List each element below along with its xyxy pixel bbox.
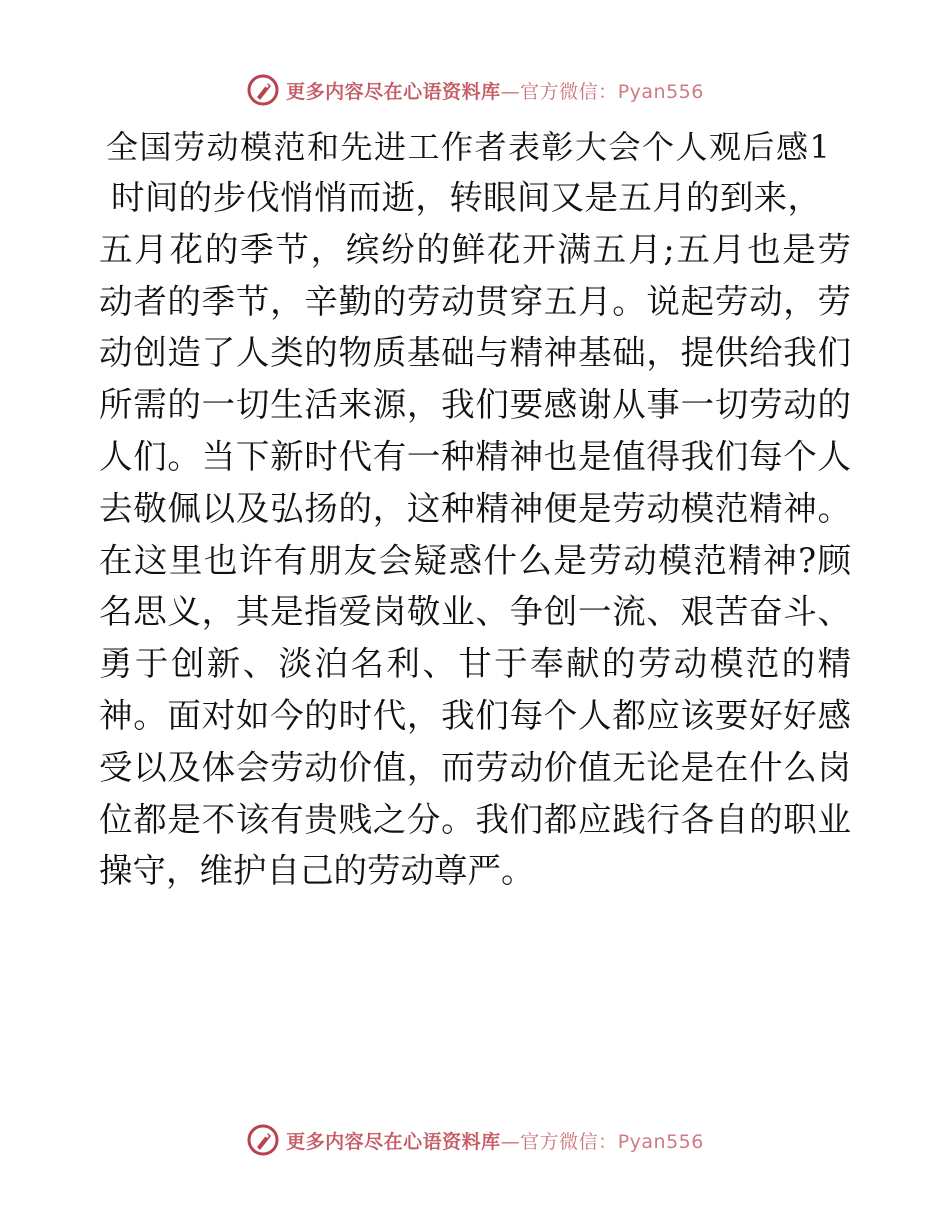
body-line: 名思义，其是指爱岗敬业、争创一流、艰苦奋斗、 bbox=[99, 592, 851, 632]
body-line: 神。面对如今的时代，我们每个人都应该要好好感 bbox=[99, 695, 851, 735]
body-line: 受以及体会劳动价值，而劳动价值无论是在什么岗 bbox=[99, 747, 851, 787]
footer-separator: — bbox=[500, 1130, 521, 1153]
body-line: 在这里也许有朋友会疑惑什么是劳动模范精神?顾 bbox=[99, 540, 851, 580]
header-site-text: 更多内容尽在心语资料库 bbox=[286, 80, 501, 103]
body-line: 时间的步伐悄悄而逝，转眼间又是五月的到来， bbox=[111, 178, 821, 217]
pen-nib-logo-icon bbox=[246, 73, 280, 107]
document-title: 全国劳动模范和先进工作者表彰大会个人观后感1 bbox=[106, 128, 832, 166]
footer-site-text: 更多内容尽在心语资料库 bbox=[286, 1130, 501, 1153]
header-wechat-handle: Pyan556 bbox=[617, 80, 704, 103]
pen-nib-logo-icon bbox=[246, 1123, 280, 1157]
footer-wechat-label: 官方微信： bbox=[520, 1130, 618, 1153]
body-line: 位都是不该有贵贱之分。我们都应践行各自的职业 bbox=[99, 799, 851, 839]
header-separator: — bbox=[500, 80, 521, 103]
footer-wechat-handle: Pyan556 bbox=[617, 1130, 704, 1153]
header-banner-text bbox=[286, 77, 704, 104]
body-line: 勇于创新、淡泊名利、甘于奉献的劳动模范的精 bbox=[99, 644, 851, 684]
header-wechat-label: 官方微信： bbox=[520, 80, 618, 103]
body-line: 动者的季节，辛勤的劳动贯穿五月。说起劳动，劳 bbox=[99, 281, 851, 321]
body-line: 五月花的季节，缤纷的鲜花开满五月;五月也是劳 bbox=[99, 229, 851, 269]
body-line: 所需的一切生活来源，我们要感谢从事一切劳动的 bbox=[99, 385, 851, 425]
footer-banner-text bbox=[286, 1127, 704, 1154]
body-line: 去敬佩以及弘扬的，这种精神便是劳动模范精神。 bbox=[99, 488, 851, 528]
document-body bbox=[99, 172, 851, 897]
footer-banner bbox=[0, 1120, 950, 1160]
body-line: 操守，维护自己的劳动尊严。 bbox=[99, 851, 535, 891]
body-line: 动创造了人类的物质基础与精神基础，提供给我们 bbox=[99, 333, 851, 373]
header-banner bbox=[0, 70, 950, 110]
body-line: 人们。当下新时代有一种精神也是值得我们每个人 bbox=[99, 436, 851, 476]
